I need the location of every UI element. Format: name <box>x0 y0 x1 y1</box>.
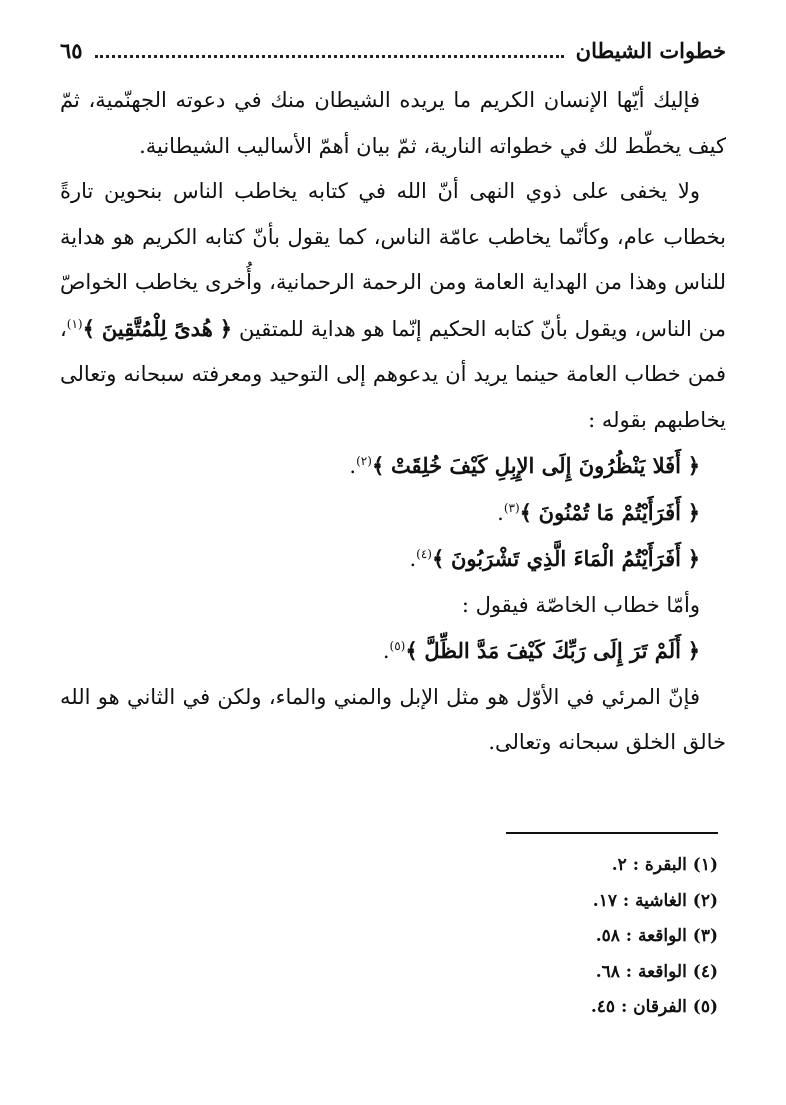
quran-close-bracket: ﴾ <box>371 453 385 478</box>
quran-verse-inline: هُدىً لِلْمُتَّقِينَ <box>101 315 213 341</box>
quran-open-bracket: ﴿ <box>219 315 233 341</box>
quran-open-bracket: ﴿ <box>687 453 700 478</box>
page-number: ٦٥ <box>60 38 83 63</box>
quran-verse: ﴿ أَفَرَأَيْتُمُ الْمَاءَ الَّذِي تَشْرَبُونَ ﴾$^{(٤)}$. <box>409 546 700 571</box>
special-address-intro: وأمّا خطاب الخاصّة فيقول : <box>461 592 700 617</box>
paragraph-closing: فإنّ المرئي في الأوّل هو مثل الإبل والمني والماء، ولكن في الثاني هو الله خالق الخلق سبحانه وتعالى. <box>60 684 726 754</box>
quran-close-bracket: ﴾ <box>431 546 445 571</box>
footnote-marker: (٤) <box>416 547 432 561</box>
quran-verse: ﴿ أَفَلا يَنْظُرُونَ إِلَى الإِبِلِ كَيْفَ خُلِقَتْ ﴾$^{(٢)}$. <box>349 453 700 478</box>
paragraph-intro: فإليك أيّها الإنسان الكريم ما يريده الشيطان منك في دعوته الجهنّمية، ثمّ كيف يخطّط لك في خطواته النارية، ثمّ بيان أهمّ الأساليب الشيطانية. <box>60 88 726 158</box>
quran-close-bracket: ﴾ <box>519 499 532 525</box>
quran-verse: ﴿ أَفَرَأَيْتُمْ مَا تُمْنُونَ ﴾$^{(٣)}$. <box>497 499 700 525</box>
quran-close-bracket: ﴾ <box>82 315 95 341</box>
leader-dots <box>95 55 564 58</box>
footnote-item: (٥) الفرقان : ٤٥. <box>590 997 718 1017</box>
footnote-item: (١) البقرة : ٢. <box>611 855 718 875</box>
quran-close-bracket: ﴾ <box>405 638 418 663</box>
paragraph-address <box>60 169 726 443</box>
book-page <box>60 38 726 1078</box>
footnotes-list <box>591 848 718 1026</box>
quran-open-bracket: ﴿ <box>687 638 700 663</box>
footnote-item: (٢) الغاشية : ١٧. <box>592 890 718 911</box>
footnote-marker: (٥) <box>389 639 406 653</box>
paragraph-address-text: ولا يخفى على ذوي النهى أنّ الله في كتابه يخاطب الناس بنحوين تارةً بخطاب عام، وكأنّما يخاطب عامّة الناس، كما يقول بأنّ كتابه الكريم هو هداية للناس وهذا من الهداية العامة ومن الرحمة الرحمانية، وأُخرى يخاطب الخواصّ من الناس، ويقول بأنّ كتابه الحكيم إنّما هو هداية للمتقين <box>60 179 726 341</box>
footnote-separator <box>506 832 718 834</box>
footnote-item: (٣) الواقعة : ٥٨. <box>595 926 718 946</box>
footnote-marker: (١) <box>66 316 83 331</box>
footnote-item: (٤) الواقعة : ٦٨. <box>595 961 718 982</box>
paragraph-address-continuation: ، فمن خطاب العامة حينما يريد أن يدعوهم إلى التوحيد ومعرفته سبحانه وتعالى يخاطبهم بقوله : <box>60 316 726 432</box>
running-header <box>60 38 726 78</box>
quran-open-bracket: ﴿ <box>687 546 700 571</box>
quran-verse: ﴿ أَلَمْ تَرَ إِلَى رَبِّكَ كَيْفَ مَدَّ الظِّلَّ ﴾$^{(٥)}$. <box>382 638 700 663</box>
quran-verse-text: أَلَمْ تَرَ إِلَى رَبِّكَ كَيْفَ مَدَّ الظِّلَّ <box>424 638 681 663</box>
footnote-marker: (٢) <box>356 454 372 468</box>
footnote-marker: (٣) <box>503 500 520 515</box>
quran-verse-text: أَفَرَأَيْتُمْ مَا تُمْنُونَ <box>538 499 681 525</box>
chapter-title: خطوات الشيطان <box>575 38 726 63</box>
quran-open-bracket: ﴿ <box>687 499 700 525</box>
quran-verse-text: أَفَلا يَنْظُرُونَ إِلَى الإِبِلِ كَيْفَ خُلِقَتْ <box>390 453 681 478</box>
quran-verse-text: أَفَرَأَيْتُمُ الْمَاءَ الَّذِي تَشْرَبُونَ <box>450 546 681 571</box>
